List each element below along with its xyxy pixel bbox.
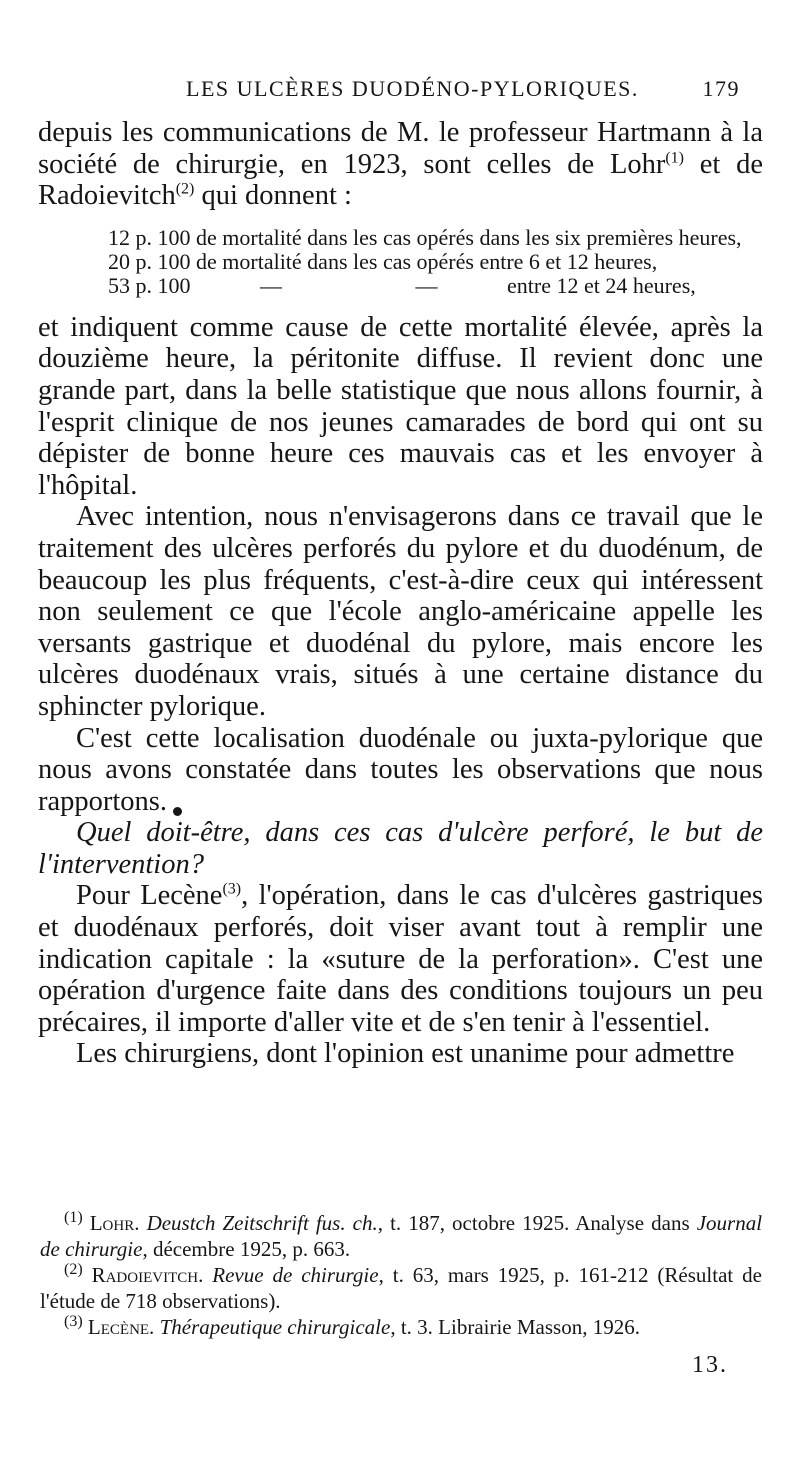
- stat-value: 20 p. 100: [108, 248, 191, 274]
- footnote-rest: , t. 63, mars 1925, p. 161-212 (Résultat de l'étude de 718 observations).: [40, 1263, 762, 1313]
- p1-text-b: et de Radoievitch: [38, 148, 763, 212]
- running-header: [186, 76, 740, 108]
- p5-text-a: Pour Lecène: [76, 880, 223, 912]
- stat-value: 12 p. 100: [108, 224, 191, 250]
- stat-row-1: [108, 226, 763, 250]
- paragraph-3: Avec intention, nous n'envisagerons dans ce travail que le traitement des ulcères perforés du pylore et du duodénum, de beaucoup les plus fréquents, c'est-à-dire ceux qui intéressent non seulement ce que l'école anglo-américaine appelle les versants gastrique et duodénal du pylore, mais encore les ulcères duodénaux vrais, situés à une certaine distance du sphincter pylorique.: [38, 501, 763, 722]
- mortality-statistics: [108, 226, 763, 298]
- stat-value: 53 p. 100: [108, 272, 191, 298]
- ink-blot: [173, 807, 182, 816]
- p1-text-a: depuis les communications de M. le professeur Hartmann à la société de chirurgie, en 1923, sont celles de Lohr: [38, 117, 763, 180]
- p1-text-c: qui donnent :: [194, 180, 352, 212]
- footnote-rest-2: , décembre 1925, p. 663.: [142, 1237, 351, 1261]
- page-number: 179: [702, 76, 740, 101]
- stat-text: entre 12 et 24 heures,: [507, 272, 696, 298]
- stat-row-2: [108, 250, 763, 274]
- footnote-title: Revue de chirurgie: [212, 1263, 379, 1287]
- paragraph-6: Les chirurgiens, dont l'opinion est unanime pour admettre: [76, 1038, 735, 1070]
- footnote-title-2: Journal de chirurgie: [40, 1211, 763, 1261]
- footnote-title: Deustch Zeitschrift fus. ch.: [146, 1211, 378, 1235]
- footnote-mark: (2): [64, 1261, 83, 1278]
- running-title: LES ULCÈRES DUODÉNO-PYLORIQUES.: [186, 76, 639, 101]
- footnote-ref-3: (3): [222, 880, 242, 898]
- ditto-dash: —: [415, 272, 438, 298]
- footnotes: [40, 1210, 762, 1340]
- ditto-dash: —: [260, 272, 282, 298]
- p5-text-b: , l'opération, dans le cas d'ulcères gastriques et duodénaux perforés, doit viser avant tout à remplir une indication capitale : la «suture de la perforation». C'est une opération d'urgence faite dans des conditions toujours un peu précaires, il importe d'aller vite et de s'en tenir à l'essentiel.: [38, 880, 763, 1038]
- footnote-mark: (3): [64, 1313, 83, 1330]
- paragraph-4: [38, 723, 763, 818]
- stat-text: de mortalité dans les cas opérés entre 6 et 12 heures,: [196, 248, 658, 274]
- body-text: [38, 117, 763, 1070]
- footnote-rest: , t. 3. Librairie Masson, 1926.: [390, 1315, 640, 1339]
- footnote-author: Lohr.: [89, 1211, 140, 1235]
- footnote-rest: , t. 187, octobre 1925. Analyse dans: [377, 1211, 690, 1235]
- footnote-1: [40, 1210, 762, 1262]
- signature-mark: 13.: [692, 1352, 728, 1378]
- stat-text: de mortalité dans les cas opérés dans les six premières heures,: [196, 224, 742, 250]
- footnote-author: Lecène.: [87, 1315, 155, 1339]
- footnote-ref-1: (1): [665, 149, 684, 167]
- paragraph-2: et indiquent comme cause de cette mortalité élevée, après la douzième heure, la péritonite diffuse. Il revient donc une grande part, dans la belle statistique que nous allons fournir, à l'esprit clinique de nos jeunes camarades de bord qui ont su dépister de bonne heure ces mauvais cas et les envoyer à l'hôpital.: [38, 311, 763, 501]
- footnote-ref-2: (2): [175, 180, 195, 198]
- footnote-2: [40, 1262, 762, 1314]
- question-heading: Quel doit-être, dans ces cas d'ulcère perforé, le but de l'intervention?: [38, 817, 763, 880]
- footnote-title: Thérapeutique chirurgicale: [159, 1315, 391, 1339]
- footnote-author: Radoievitch.: [91, 1263, 204, 1287]
- stat-row-3: [108, 274, 763, 298]
- paragraph-1: [38, 117, 763, 212]
- footnote-mark: (1): [64, 1209, 83, 1226]
- p4-text: C'est cette localisation duodénale ou juxta-pylorique que nous avons constatée dans toutes les observations que nous rapportons.: [38, 722, 763, 817]
- paragraph-5: [38, 880, 763, 1038]
- footnote-3: [40, 1314, 762, 1340]
